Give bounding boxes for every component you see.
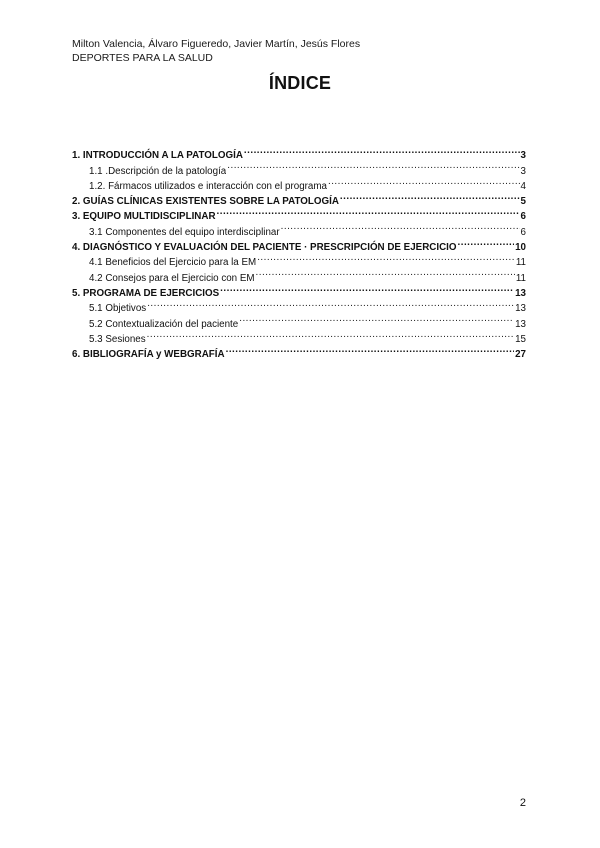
toc-leader-dots (256, 265, 515, 280)
toc-entry-label: 5.3 Sesiones (89, 333, 146, 345)
header-authors: Milton Valencia, Álvaro Figueredo, Javier Martín, Jesús Flores (72, 38, 361, 50)
toc-entry[interactable] (72, 143, 526, 162)
toc-entry-page: 3 (520, 150, 526, 162)
toc-entry-page: 11 (515, 272, 526, 284)
header-subtitle: DEPORTES PARA LA SALUD (72, 52, 213, 64)
toc-leader-dots (281, 219, 520, 234)
toc-leader-dots (458, 235, 515, 250)
page-number: 2 (519, 797, 526, 809)
toc-leader-dots (328, 174, 520, 189)
toc-entry-label: 1. INTRODUCCIÓN A LA PATOLOGÍA (72, 150, 243, 162)
toc-entry-page: 5 (520, 196, 526, 208)
toc-entry-page: 13 (515, 318, 526, 330)
toc-leader-dots (227, 158, 519, 173)
toc-entry-label: 5.2 Contextualización del paciente (89, 318, 239, 330)
toc-leader-dots (257, 250, 515, 265)
page-header (72, 37, 360, 65)
toc-entry-page: 6 (520, 211, 526, 223)
toc-entry-label: 2. GUÍAS CLÍNICAS EXISTENTES SOBRE LA PATOLOGÍA (72, 196, 339, 208)
toc-entry-label: 3. EQUIPO MULTIDISCIPLINAR (72, 211, 216, 223)
toc-title: ÍNDICE (268, 73, 332, 93)
toc-entry-label: 5.1 Objetivos (89, 303, 147, 315)
toc-entry-page: 6 (520, 226, 526, 238)
toc-entry-page: 10 (515, 242, 526, 254)
toc-entry-label: 3.1 Componentes del equipo interdisciplinar (89, 226, 280, 238)
toc-entry-page: 15 (515, 333, 526, 345)
toc-leader-dots (340, 189, 520, 204)
toc-entry-label: 1.2. Fármacos utilizados e interacción con el programa (89, 180, 327, 192)
toc-entry-label: 5. PROGRAMA DE EJERCICIOS (72, 287, 220, 299)
toc-entry-page: 11 (515, 257, 526, 269)
table-of-contents (72, 143, 526, 361)
toc-entry-label: 4.1 Beneficios del Ejercicio para la EM (89, 257, 257, 269)
toc-leader-dots (220, 281, 514, 296)
toc-entry-page: 27 (515, 349, 526, 361)
toc-leader-dots (147, 327, 514, 342)
toc-leader-dots (217, 204, 520, 219)
toc-entry-label: 1.1 .Descripción de la patología (89, 165, 227, 177)
toc-entry-label: 4. DIAGNÓSTICO Y EVALUACIÓN DEL PACIENTE · PRESCRIPCIÓN DE EJERCICIO (72, 242, 457, 254)
toc-entry-page: 13 (515, 303, 526, 315)
toc-entry-page: 13 (515, 287, 526, 299)
toc-entry-page: 3 (520, 165, 526, 177)
toc-entry-label: 4.2 Consejos para el Ejercicio con EM (89, 272, 255, 284)
toc-leader-dots (239, 311, 514, 326)
toc-leader-dots (226, 342, 515, 357)
toc-entry-page: 4 (520, 180, 526, 192)
toc-leader-dots (147, 296, 514, 311)
toc-leader-dots (244, 143, 520, 158)
toc-entry-label: 6. BIBLIOGRAFÍA y WEBGRAFÍA (72, 349, 225, 361)
